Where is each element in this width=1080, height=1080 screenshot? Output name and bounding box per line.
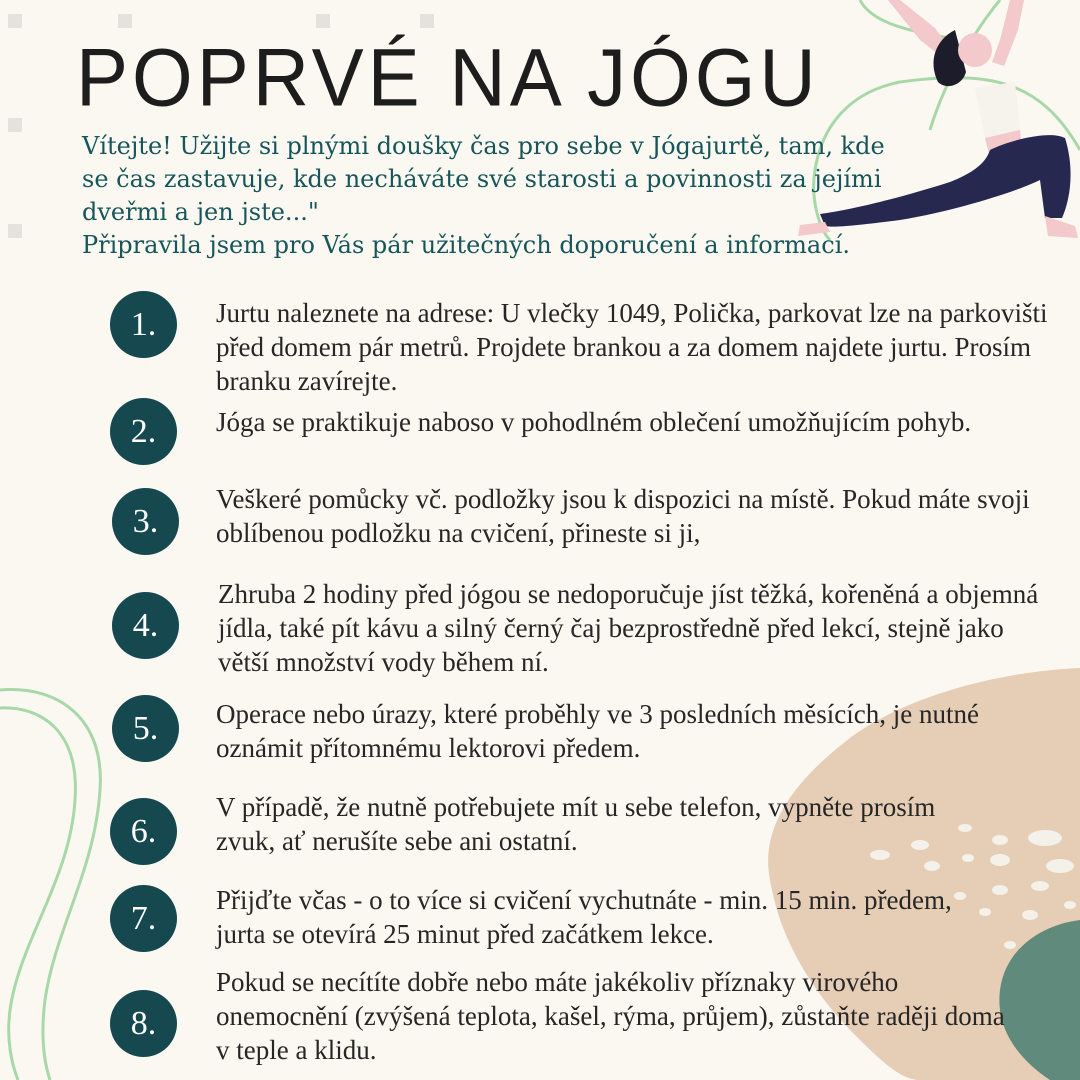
intro-line: Připravila jsem pro Vás pár užitečných doporučení a informací. — [82, 231, 850, 259]
intro-line: Vítejte! Užijte si plnými doušky čas pro sebe v Jógajurtě, tam, kde — [82, 132, 885, 160]
list-item-text: Pokud se necítíte dobře nebo máte jakékoliv příznaky virového onemocnění (zvýšená teplota, kašel, rýma, průjem), zůstaňte raději doma v teple a klidu. — [216, 967, 1005, 1065]
list-item-text: Jurtu naleznete na adrese: U vlečky 1049, Polička, parkovat lze na parkovišti před domem pár metrů. Projdete brankou a za domem najdete jurtu. Prosím branku zavírejte. — [216, 298, 1048, 396]
intro-text — [82, 130, 982, 262]
intro-line: se čas zastavuje, kde necháváte své starosti a povinnosti za jejími — [82, 165, 882, 193]
number-badge: 6. — [110, 798, 177, 865]
number-badge: 2. — [110, 398, 177, 465]
number-badge: 8. — [110, 990, 177, 1057]
number-badge: 3. — [112, 488, 179, 555]
intro-line: dveřmi a jen jste..." — [82, 198, 319, 226]
page-title: POPRVÉ NA JÓGU — [76, 30, 820, 124]
list-item-text: Veškeré pomůcky vč. podložky jsou k dispozici na místě. Pokud máte svoji oblíbenou podložku na cvičení, přineste si ji, — [216, 484, 1030, 548]
number-badge: 5. — [112, 695, 179, 762]
list-item-text: Operace nebo úrazy, které proběhly ve 3 posledních měsících, je nutné oznámit přítomnému lektorovi předem. — [216, 699, 979, 763]
number-badge: 4. — [112, 592, 179, 659]
number-badge: 1. — [110, 291, 177, 358]
list-item-text: Přijďte včas - o to více si cvičení vychutnáte - min. 15 min. předem, jurta se otevírá 25 minut před začátkem lekce. — [216, 885, 952, 949]
list-item-text: Jóga se praktikuje naboso v pohodlném oblečení umožňujícím pohyb. — [216, 407, 972, 437]
number-badge: 7. — [110, 885, 177, 952]
list-item-text: V případě, že nutně potřebujete mít u sebe telefon, vypněte prosím zvuk, ať nerušíte sebe ani ostatní. — [216, 792, 936, 856]
list-item-text: Zhruba 2 hodiny před jógou se nedoporučuje jíst těžká, kořeněná a objemná jídla, také pít kávu a silný černý čaj bezprostředně před lekcí, stejně jako větší množství vody během ní. — [218, 579, 1039, 677]
organic-line-decoration-icon — [0, 690, 100, 1080]
